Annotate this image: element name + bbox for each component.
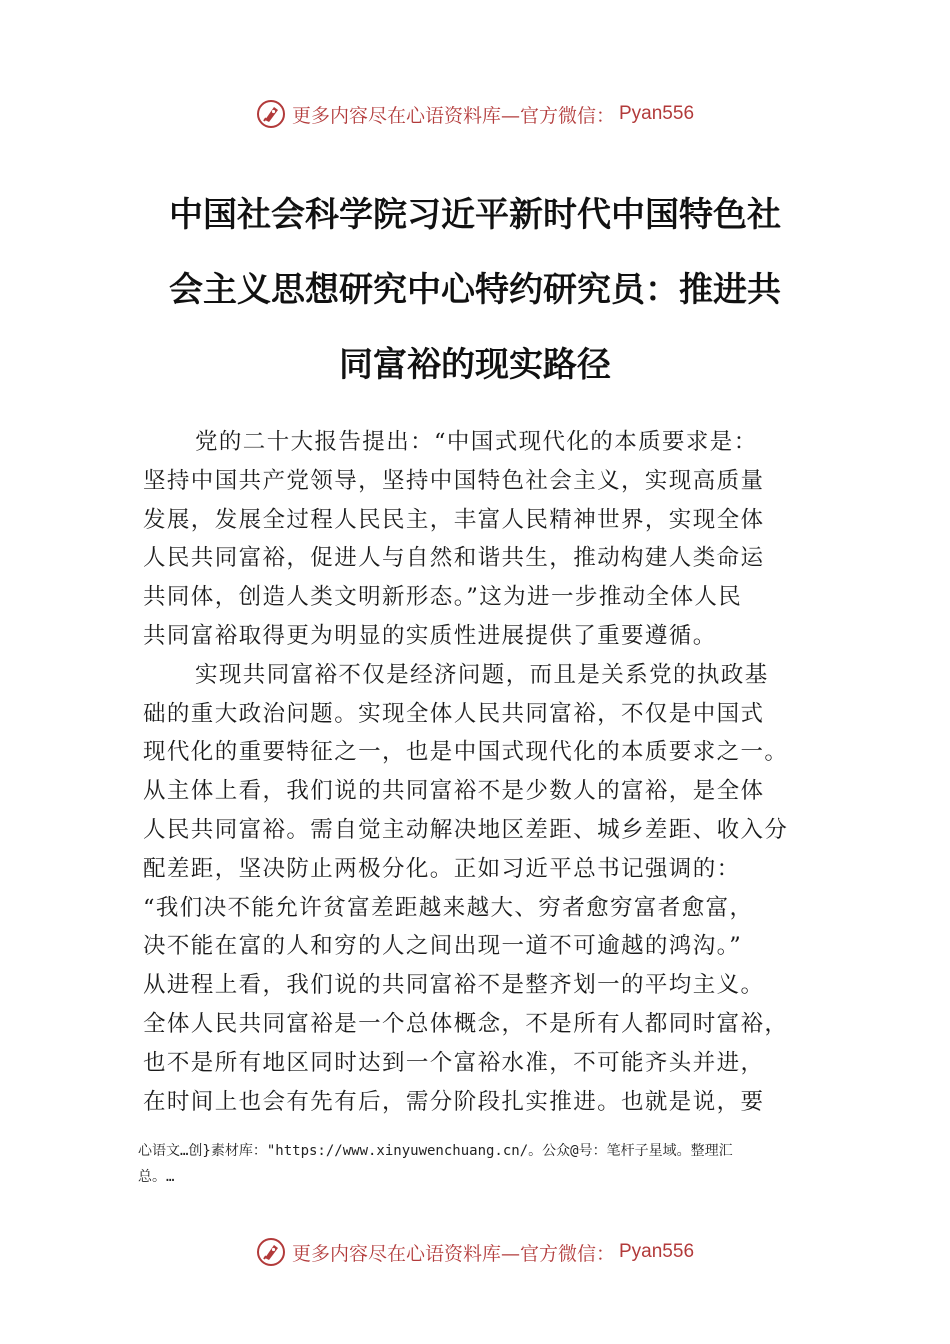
banner-wechat-id: Pyan556 [619, 1241, 695, 1262]
banner-text: 更多内容尽在心语资料库—官方微信： [291, 1242, 615, 1265]
title-line: 会主义思想研究中心特约研究员：推进共 [169, 270, 781, 310]
pen-nib-icon [256, 1237, 286, 1267]
paragraph-line: 从主体上看，我们说的共同富裕不是少数人的富裕，是全体 [143, 778, 765, 805]
paragraph-line: 也不是所有地区同时达到一个富裕水准，不可能齐头并进， [143, 1049, 765, 1076]
paragraph-line: “我们决不能允许贫富差距越来越大、穷者愈穷富者愈富， [143, 894, 754, 921]
paragraph-line: 决不能在富的人和穷的人之间出现一道不可逾越的鸿沟。” [143, 933, 743, 960]
header-banner [0, 94, 950, 134]
banner-wechat-id: Pyan556 [619, 103, 695, 124]
paragraph-line: 在时间上也会有先有后，需分阶段扎实推进。也就是说，要 [143, 1088, 765, 1115]
pen-nib-icon [256, 99, 286, 129]
paragraph-line: 共同富裕取得更为明显的实质性进展提供了重要遵循。 [143, 622, 717, 649]
footnote-line: 心语文…创}素材库："https://www.xinyuwenchuang.cn/。公众@号：笔杆子星域。整理汇 [138, 1143, 733, 1159]
paragraph-line: 人民共同富裕，促进人与自然和谐共生，推动构建人类命运 [143, 545, 765, 572]
paragraph-line: 坚持中国共产党领导，坚持中国特色社会主义，实现高质量 [143, 467, 765, 494]
paragraph-line: 础的重大政治问题。实现全体人民共同富裕，不仅是中国式 [143, 700, 765, 727]
footnote-line: 总。… [138, 1169, 175, 1185]
footer-banner [0, 1232, 950, 1272]
document-title [130, 178, 820, 403]
title-line: 同富裕的现实路径 [339, 345, 611, 385]
paragraph-line: 人民共同富裕。需自觉主动解决地区差距、城乡差距、收入分 [143, 816, 789, 843]
paragraph-line: 全体人民共同富裕是一个总体概念，不是所有人都同时富裕， [143, 1010, 789, 1037]
paragraph-line: 实现共同富裕不仅是经济问题，而且是关系党的执政基 [195, 661, 769, 688]
paragraph-line: 配差距，坚决防止两极分化。正如习近平总书记强调的： [143, 855, 741, 882]
source-footnote [138, 1138, 828, 1190]
title-line: 中国社会科学院习近平新时代中国特色社 [169, 195, 781, 235]
paragraph-line: 党的二十大报告提出：“中国式现代化的本质要求是： [195, 429, 758, 455]
paragraph-line: 从进程上看，我们说的共同富裕不是整齐划一的平均主义。 [143, 972, 765, 999]
paragraph-line: 现代化的重要特征之一，也是中国式现代化的本质要求之一。 [143, 739, 789, 766]
banner-text: 更多内容尽在心语资料库—官方微信： [291, 104, 615, 127]
paragraph-line: 发展，发展全过程人民民主，丰富人民精神世界，实现全体 [143, 506, 765, 533]
paragraph-line: 共同体，创造人类文明新形态。”这为进一步推动全体人民 [143, 584, 743, 611]
body-text [143, 423, 828, 1121]
